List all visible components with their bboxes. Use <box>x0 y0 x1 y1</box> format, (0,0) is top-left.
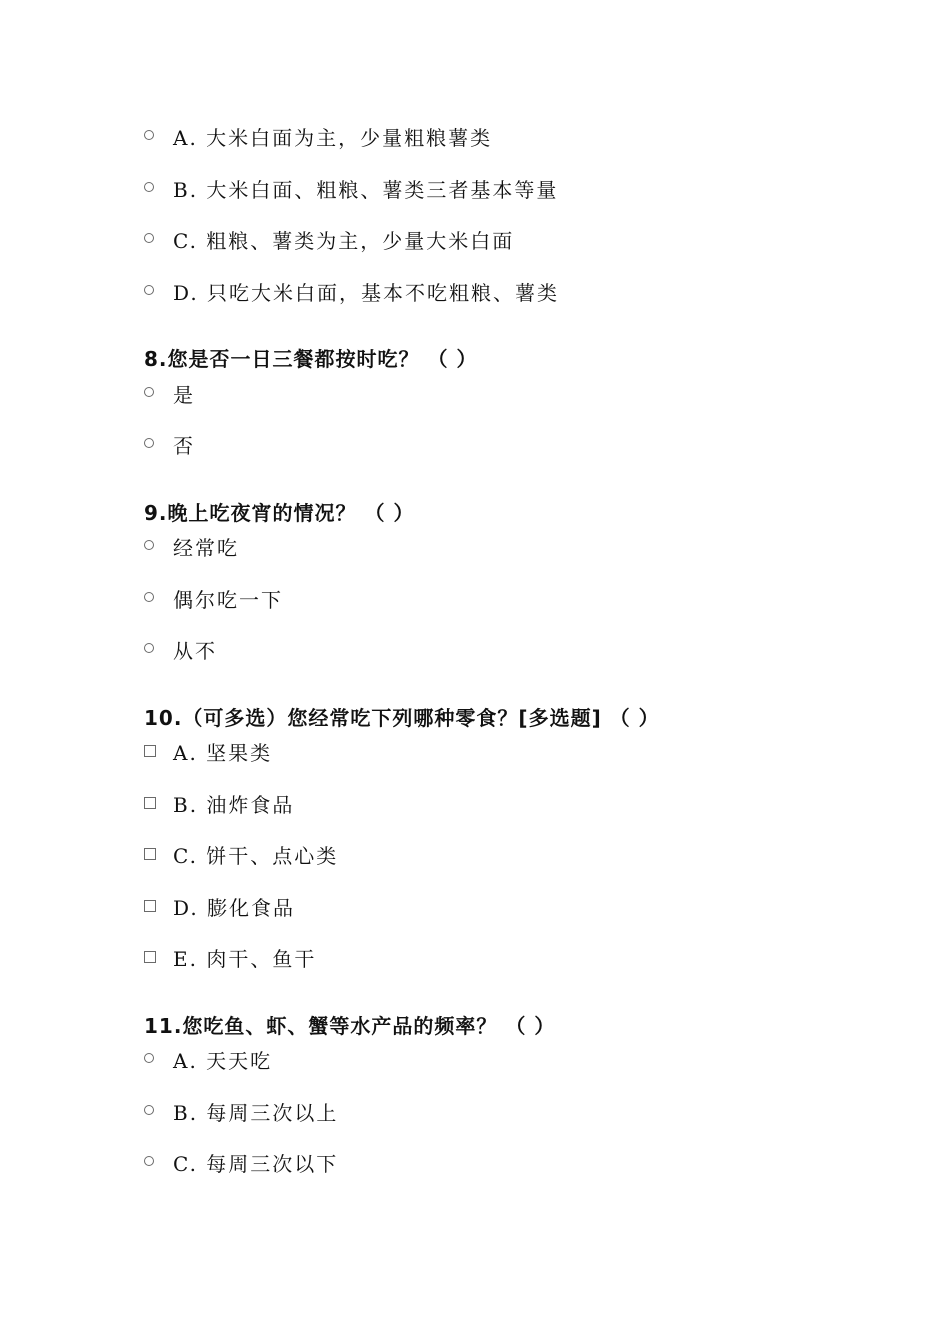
q10-question: 10.（可多选）您经常吃下列哪种零食？[多选题] （ ） <box>144 706 660 730</box>
radio-button[interactable] <box>144 1105 154 1115</box>
option-label: A. 天天吃 <box>173 1049 273 1073</box>
option-label: C. 饼干、点心类 <box>173 844 339 868</box>
option-label: 经常吃 <box>173 536 239 560</box>
checkbox[interactable] <box>144 900 156 912</box>
q8-question: 8.您是否一日三餐都按时吃？ （ ） <box>144 347 478 371</box>
checkbox[interactable] <box>144 745 156 757</box>
option-label: B. 油炸食品 <box>173 793 295 817</box>
radio-button[interactable] <box>144 1156 154 1166</box>
radio-button[interactable] <box>144 387 154 397</box>
option-label: B. 每周三次以上 <box>173 1101 339 1125</box>
radio-button[interactable] <box>144 1053 154 1063</box>
option-label: 从不 <box>173 639 217 663</box>
option-label: C. 每周三次以下 <box>173 1152 339 1176</box>
checkbox[interactable] <box>144 797 156 809</box>
option-label: A. 坚果类 <box>173 741 273 765</box>
radio-button[interactable] <box>144 540 154 550</box>
radio-button[interactable] <box>144 233 154 243</box>
radio-button[interactable] <box>144 438 154 448</box>
option-label: C. 粗粮、薯类为主，少量大米白面 <box>173 229 515 253</box>
checkbox[interactable] <box>144 951 156 963</box>
q11-question: 11.您吃鱼、虾、蟹等水产品的频率？ （ ） <box>144 1014 556 1038</box>
option-label: E. 肉干、鱼干 <box>173 947 317 971</box>
checkbox[interactable] <box>144 848 156 860</box>
radio-button[interactable] <box>144 285 154 295</box>
option-label: 是 <box>173 383 195 407</box>
option-label: 偶尔吃一下 <box>173 588 283 612</box>
q9-question: 9.晚上吃夜宵的情况？ （ ） <box>144 501 415 525</box>
option-label: B. 大米白面、粗粮、薯类三者基本等量 <box>173 178 559 202</box>
radio-button[interactable] <box>144 592 154 602</box>
option-label: D. 膨化食品 <box>173 896 296 920</box>
option-label: A. 大米白面为主，少量粗粮薯类 <box>173 126 493 150</box>
radio-button[interactable] <box>144 182 154 192</box>
radio-button[interactable] <box>144 643 154 653</box>
option-label: D. 只吃大米白面，基本不吃粗粮、薯类 <box>173 281 560 305</box>
option-label: 否 <box>173 434 195 458</box>
radio-button[interactable] <box>144 130 154 140</box>
